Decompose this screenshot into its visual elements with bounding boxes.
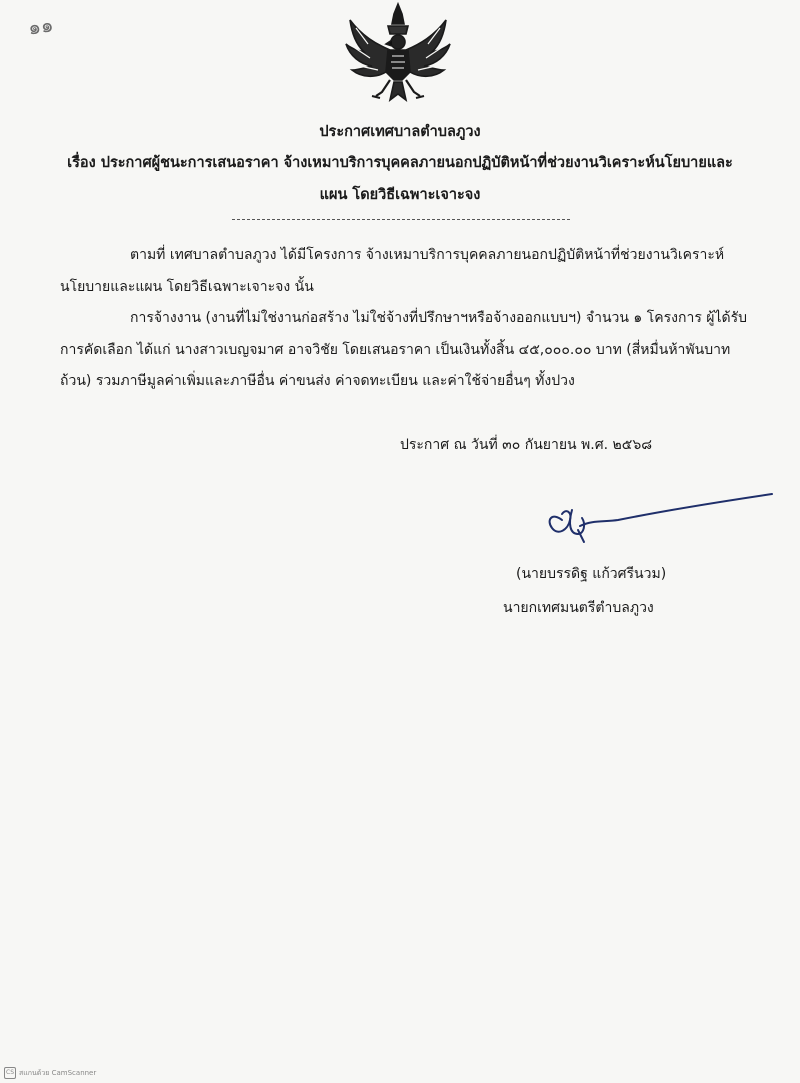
- announce-date: ประกาศ ณ วันที่ ๓๐ กันยายน พ.ศ. ๒๕๖๘: [400, 437, 653, 453]
- signatory-name: (นายบรรดิฐ แก้วศรีนวม): [516, 566, 667, 582]
- handwritten-signature-icon: [538, 490, 776, 552]
- scanner-text: สแกนด้วย CamScanner: [19, 1068, 97, 1077]
- announcement-title: ประกาศเทศบาลตำบลภูวง: [319, 124, 481, 140]
- paragraph-1-line-1: ตามที่ เทศบาลตำบลภูวง ได้มีโครงการ จ้างเหมาบริการบุคคลภายนอกปฏิบัติหน้าที่ช่วยงานวิเคราะห์: [130, 247, 725, 263]
- scanner-watermark: [4, 1067, 96, 1079]
- paragraph-1-line-2: นโยบายและแผน โดยวิธีเฉพาะเจาะจง นั้น: [60, 279, 314, 295]
- dashed-divider: [232, 219, 570, 220]
- paragraph-2-line-1: การจ้างงาน (งานที่ไม่ใช่งานก่อสร้าง ไม่ใช่จ้างที่ปรึกษาฯหรือจ้างออกแบบฯ) จำนวน ๑ โครงการ ผู้ได้รับ: [130, 310, 748, 326]
- signatory-position: นายกเทศมนตรีตำบลภูวง: [503, 600, 654, 616]
- page-number: ๑๑: [26, 12, 55, 40]
- subject-line-1: เรื่อง ประกาศผู้ชนะการเสนอราคา จ้างเหมาบริการบุคคลภายนอกปฏิบัติหน้าที่ช่วยงานวิเคราะห์นโยบายและ: [67, 155, 733, 171]
- camscanner-icon: CS: [4, 1067, 16, 1079]
- subject-line-2: แผน โดยวิธีเฉพาะเจาะจง: [319, 187, 481, 203]
- garuda-emblem-icon: [342, 0, 454, 104]
- paragraph-2-line-2: การคัดเลือก ได้แก่ นางสาวเบญจมาศ อาจวิชัย โดยเสนอราคา เป็นเงินทั้งสิ้น ๔๕,๐๐๐.๐๐ บาท (สี่หมื่นห้าพันบาท: [60, 342, 731, 358]
- paragraph-2-line-3: ถ้วน) รวมภาษีมูลค่าเพิ่มและภาษีอื่น ค่าขนส่ง ค่าจดทะเบียน และค่าใช้จ่ายอื่นๆ ทั้งปวง: [60, 373, 575, 389]
